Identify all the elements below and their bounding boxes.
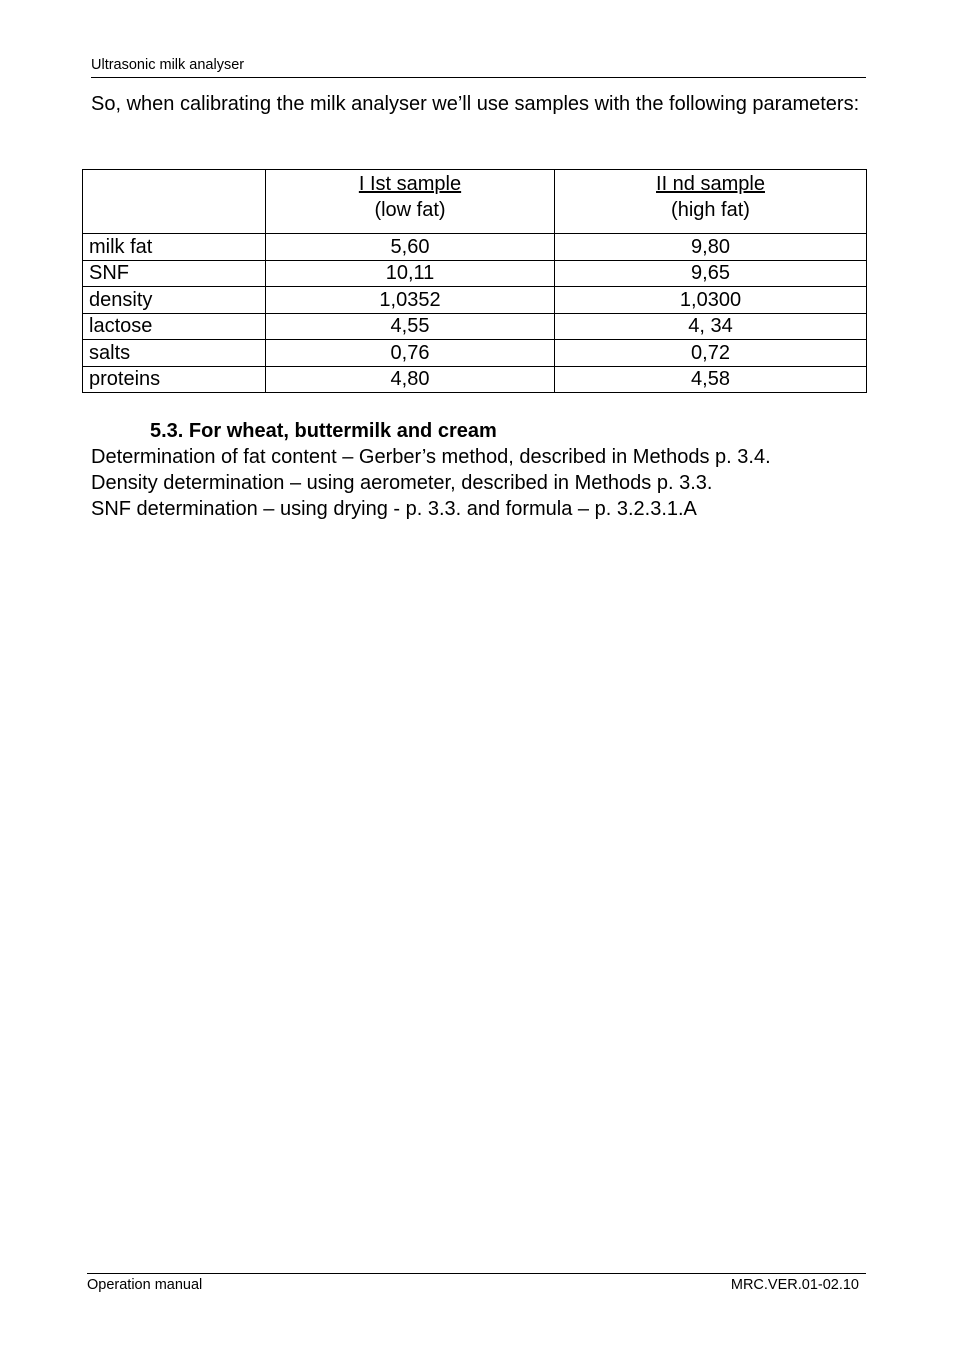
sample1-subtitle: (low fat) — [374, 199, 446, 221]
row-label: density — [83, 287, 266, 314]
header-title: Ultrasonic milk analyser — [91, 57, 245, 73]
sample1-value: 0,76 — [266, 340, 555, 367]
section-body — [91, 444, 771, 522]
intro-paragraph: So, when calibrating the milk analyser we’ll use samples with the following parameters: — [91, 93, 860, 115]
sample2-title: II nd sample — [656, 173, 765, 195]
table-row — [83, 234, 867, 261]
table-header-sample1 — [266, 170, 555, 234]
table-header-sample2 — [555, 170, 867, 234]
page-header — [91, 56, 866, 78]
calibration-samples-table — [82, 169, 867, 393]
table-row — [83, 340, 867, 367]
table-row — [83, 313, 867, 340]
sample2-value: 1,0300 — [555, 287, 867, 314]
sample1-value: 1,0352 — [266, 287, 555, 314]
row-label: SNF — [83, 260, 266, 287]
sample2-value: 9,65 — [555, 260, 867, 287]
table-row — [83, 287, 867, 314]
sample2-value: 9,80 — [555, 234, 867, 261]
footer-right: MRC.VER.01-02.10 — [730, 1277, 859, 1293]
page-footer — [87, 1273, 866, 1294]
row-label: proteins — [83, 366, 266, 393]
footer-left: Operation manual — [87, 1277, 203, 1293]
section-heading: 5.3. For wheat, buttermilk and cream — [150, 420, 497, 442]
table-header-blank — [83, 170, 266, 234]
row-label: salts — [83, 340, 266, 367]
sample1-value: 4,55 — [266, 313, 555, 340]
body-line-snf: SNF determination – using drying - p. 3.3. and formula – p. 3.2.3.1.A — [91, 498, 697, 520]
sample2-subtitle: (high fat) — [671, 199, 750, 221]
sample1-title: I Ist sample — [358, 173, 462, 195]
body-line-density: Density determination – using aerometer, described in Methods p. 3.3. — [91, 472, 713, 494]
sample1-value: 10,11 — [266, 260, 555, 287]
table-row — [83, 366, 867, 393]
sample2-value: 4,58 — [555, 366, 867, 393]
sample2-value: 4, 34 — [555, 313, 867, 340]
sample2-value: 0,72 — [555, 340, 867, 367]
row-label: milk fat — [83, 234, 266, 261]
table-row — [83, 260, 867, 287]
row-label: lactose — [83, 313, 266, 340]
sample1-value: 5,60 — [266, 234, 555, 261]
sample1-value: 4,80 — [266, 366, 555, 393]
body-line-fat: Determination of fat content – Gerber’s method, described in Methods p. 3.4. — [91, 446, 771, 468]
table-header-row — [83, 170, 867, 234]
